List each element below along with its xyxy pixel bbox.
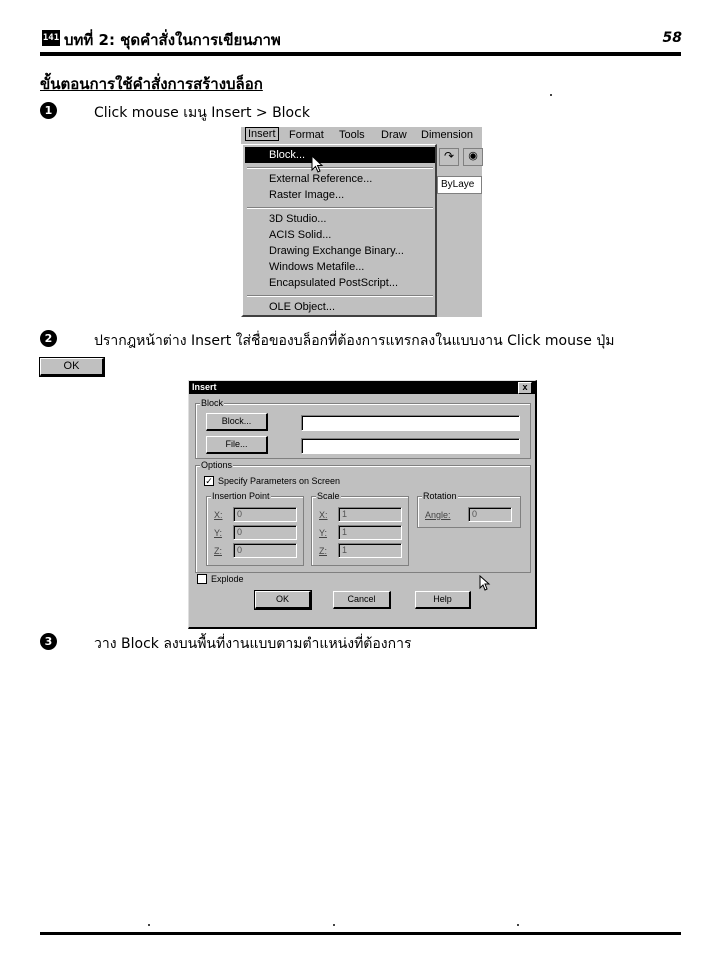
- menu-item-raster-image[interactable]: Raster Image...: [269, 189, 345, 201]
- step-2-number: 2: [40, 330, 57, 347]
- menu-tools[interactable]: Tools: [339, 129, 365, 141]
- ip-x-field[interactable]: 0: [233, 507, 297, 522]
- sc-y-label: Y:: [319, 528, 328, 538]
- menu-dimension[interactable]: Dimension: [421, 129, 473, 141]
- menu-item-windows-metafile[interactable]: Windows Metafile...: [269, 261, 365, 273]
- dialog-help-button[interactable]: Help: [415, 591, 471, 609]
- ip-z-label: Z:: [214, 546, 222, 556]
- menu-item-external-reference[interactable]: External Reference...: [269, 173, 373, 185]
- menu-format[interactable]: Format: [289, 129, 324, 141]
- ip-x-label: X:: [214, 510, 223, 520]
- block-name-input[interactable]: [301, 415, 520, 431]
- speck: [550, 94, 552, 96]
- explode-checkbox[interactable]: [197, 574, 207, 584]
- dialog-ok-button[interactable]: OK: [255, 591, 311, 609]
- explode-label: Explode: [211, 574, 244, 584]
- sc-y-field[interactable]: 1: [338, 525, 402, 540]
- chapter-logo: 141: [42, 30, 60, 46]
- dialog-cancel-button[interactable]: Cancel: [333, 591, 391, 609]
- insertion-point-label: Insertion Point: [212, 491, 270, 501]
- insert-menu-screenshot: [241, 127, 482, 317]
- footer-rule: [40, 932, 681, 935]
- section-title: ขั้นตอนการใช้คำสั่งการสร้างบล็อก: [40, 75, 263, 93]
- redo-icon[interactable]: ↷: [439, 148, 459, 166]
- specify-params-label: Specify Parameters on Screen: [218, 476, 341, 486]
- insert-dialog: [188, 380, 537, 629]
- step-3-number: 3: [40, 633, 57, 650]
- menu-separator: [247, 295, 433, 297]
- options-group: [195, 460, 531, 573]
- mouse-cursor-icon: [311, 155, 325, 175]
- block-group: [195, 398, 531, 459]
- sc-x-label: X:: [319, 510, 328, 520]
- angle-label: Angle:: [425, 510, 451, 520]
- specify-params-checkbox[interactable]: ✓: [205, 476, 213, 486]
- step-3-text: วาง Block ลงบนพื้นที่งานแบบตามตำแหน่งที่ต้องการ: [94, 636, 412, 652]
- menu-item-dxb[interactable]: Drawing Exchange Binary...: [269, 245, 404, 257]
- toolbar-icon[interactable]: ◉: [463, 148, 483, 166]
- speck: [517, 924, 519, 926]
- ip-z-field[interactable]: 0: [233, 543, 297, 558]
- rotation-label: Rotation: [423, 491, 457, 501]
- menu-item-postscript[interactable]: Encapsulated PostScript...: [269, 277, 399, 289]
- scale-label: Scale: [317, 491, 340, 501]
- step-1-text: Click mouse เมนู Insert > Block: [94, 105, 310, 121]
- options-group-label: Options: [201, 460, 233, 470]
- file-name-input[interactable]: [301, 438, 520, 454]
- rotation-group: [417, 491, 521, 528]
- insertion-point-group: [206, 491, 304, 566]
- step-2-text: ปรากฎหน้าต่าง Insert ใส่ชื่อของบล็อกที่ต้องการแทรกลงในแบบงาน Click mouse ปุ่ม: [94, 333, 615, 349]
- arrow-cursor-icon: [479, 575, 491, 593]
- insert-dropdown: [241, 144, 437, 317]
- ip-y-label: Y:: [214, 528, 223, 538]
- speck: [148, 924, 150, 926]
- menu-item-acis-solid[interactable]: ACIS Solid...: [269, 229, 332, 241]
- speck: [333, 924, 335, 926]
- header-rule: [40, 52, 681, 56]
- scale-group: [311, 491, 409, 566]
- chapter-title: บทที่ 2: ชุดคำสั่งในการเขียนภาพ: [64, 31, 281, 49]
- ok-button-sample[interactable]: OK: [40, 358, 104, 376]
- ip-y-field[interactable]: 0: [233, 525, 297, 540]
- menu-draw[interactable]: Draw: [381, 129, 407, 141]
- sc-x-field[interactable]: 1: [338, 507, 402, 522]
- menu-item-block[interactable]: Block...: [245, 147, 435, 163]
- menu-item-3d-studio[interactable]: 3D Studio...: [269, 213, 327, 225]
- menu-separator: [247, 167, 433, 169]
- sc-z-label: Z:: [319, 546, 327, 556]
- menu-bar: [241, 127, 482, 145]
- close-icon[interactable]: x: [518, 382, 532, 394]
- menu-insert[interactable]: Insert: [245, 127, 279, 141]
- menu-item-ole-object[interactable]: OLE Object...: [269, 301, 336, 313]
- sc-z-field[interactable]: 1: [338, 543, 402, 558]
- step-1-number: 1: [40, 102, 57, 119]
- file-button[interactable]: File...: [206, 436, 268, 454]
- angle-field[interactable]: 0: [468, 507, 512, 522]
- block-group-label: Block: [201, 398, 224, 408]
- page-number: 58: [662, 30, 682, 46]
- layer-dropdown[interactable]: ByLaye: [437, 176, 482, 194]
- dialog-title: Insert: [192, 382, 217, 392]
- toolbar-fragment: [437, 144, 482, 204]
- menu-separator: [247, 207, 433, 209]
- dialog-titlebar: [189, 381, 535, 394]
- block-button[interactable]: Block...: [206, 413, 268, 431]
